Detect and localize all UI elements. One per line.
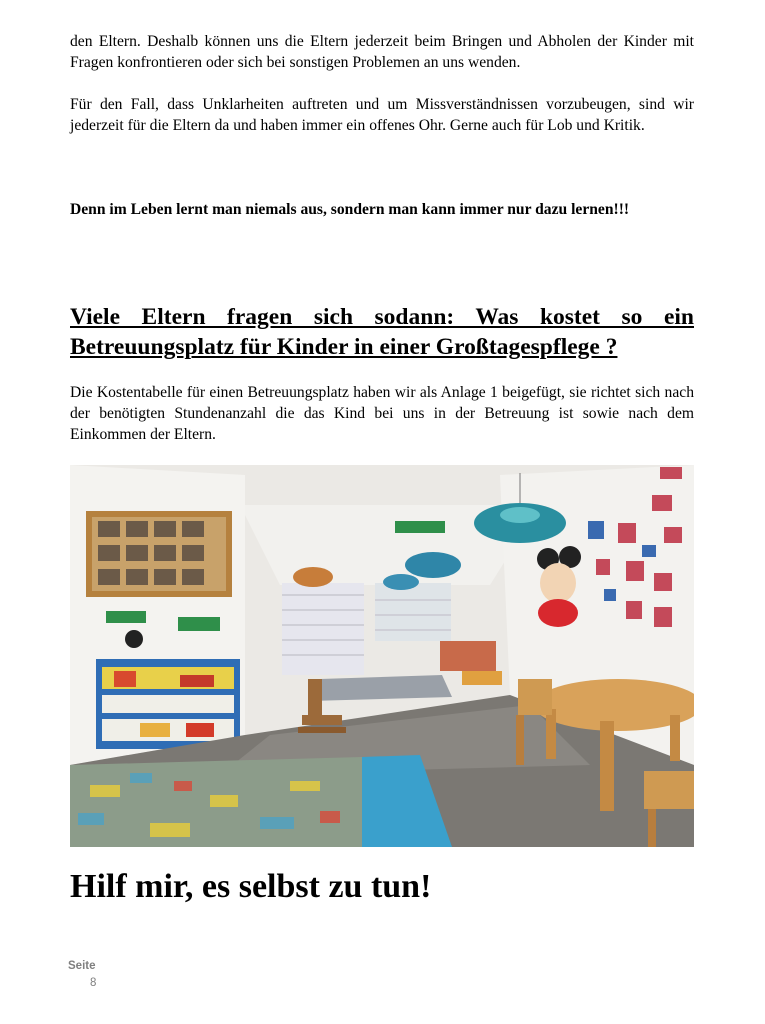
page-number: 8 bbox=[90, 977, 97, 989]
paragraph-lifelong-learning: Denn im Leben lernt man niemals aus, sondern man kann immer nur dazu lernen!!! bbox=[70, 201, 630, 218]
motto-heading: Hilf mir, es selbst zu tun! bbox=[70, 868, 432, 905]
section-heading-costs: Viele Eltern fragen sich sodann: Was kostet so ein Betreuungsplatz für Kinder in einer Großtagespflege ? bbox=[70, 304, 694, 360]
paragraph-parents-contact: den Eltern. Deshalb können uns die Eltern jederzeit beim Bringen und Abholen der Kinder mit Fragen konfrontieren oder sich bei sonstigen Problemen an uns wenden. bbox=[70, 33, 694, 71]
daycare-room-photo bbox=[70, 465, 694, 847]
page-label: Seite bbox=[68, 960, 96, 972]
paragraph-cost-table: Die Kostentabelle für einen Betreuungsplatz haben wir als Anlage 1 beigefügt, sie richtet sich nach der benötigten Stundenanzahl die das Kind bei uns in der Betreuung ist sowie nach dem Einkommen der Eltern. bbox=[70, 384, 694, 443]
paragraph-open-ear: Für den Fall, dass Unklarheiten auftreten und um Missverständnissen vorzubeugen, sind wir jederzeit für die Eltern da und haben immer ein offenes Ohr. Gerne auch für Lob und Kritik. bbox=[70, 96, 694, 134]
